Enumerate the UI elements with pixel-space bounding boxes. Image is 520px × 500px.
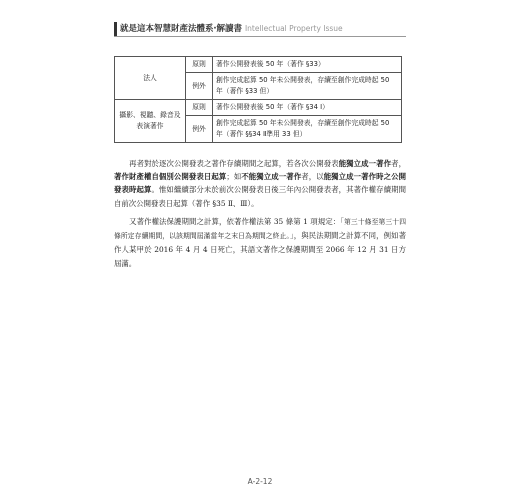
text-span: 者， bbox=[391, 159, 406, 168]
kind-cell: 例外 bbox=[186, 116, 213, 143]
body-paragraph-term-calculation bbox=[114, 215, 406, 270]
rule-cell: 著作公開發表後 50 年（著作 §34 Ⅰ） bbox=[213, 100, 402, 116]
bold-text: 能獨立成一著作時之公開發表時起算 bbox=[114, 172, 406, 195]
subject-cell: 法人 bbox=[115, 57, 186, 100]
header-divider bbox=[114, 36, 406, 37]
table-row bbox=[115, 100, 402, 116]
page-number: A-2-12 bbox=[247, 477, 273, 486]
bold-text: 著作財產權自個別公開發表日起算 bbox=[114, 172, 227, 182]
running-header-title bbox=[120, 22, 343, 34]
running-header bbox=[114, 20, 414, 42]
kind-cell: 原則 bbox=[186, 57, 213, 73]
rule-cell: 創作完成起算 50 年未公開發表，存續至創作完成時起 50 年（著作 §§34 Ⅱ準用 33 但） bbox=[213, 116, 402, 143]
subject-cell: 攝影、視聽、錄音及表演著作 bbox=[115, 100, 186, 143]
header-marker-bar bbox=[114, 22, 117, 36]
copyright-duration-table bbox=[114, 56, 402, 143]
text-span: 又著作權法保護期間之計算，依著作權法第 35 條第 1 項規定：「 bbox=[129, 217, 345, 226]
bold-text: 不能獨立成一著作 bbox=[241, 172, 302, 182]
rule-cell: 創作完成起算 50 年未公開發表，存續至創作完成時起 50 年（著作 §33 但） bbox=[213, 73, 402, 100]
table-row bbox=[115, 57, 402, 73]
text-span: 」，與民法期間之計算不同，例如著作人某甲於 2016 年 4 月 4 日死亡，其語文著作之保護期間至 2066 年 12 月 31 日方屆滿。 bbox=[114, 231, 406, 268]
rule-cell: 著作公開發表後 50 年（著作 §33） bbox=[213, 57, 402, 73]
kind-cell: 原則 bbox=[186, 100, 213, 116]
statute-quote: 第三十條至第三十四條所定存續期間，以該期間屆滿當年之末日為期間之終止。 bbox=[114, 218, 406, 241]
body-paragraph-successive-publication bbox=[114, 157, 406, 210]
bold-text: 能獨立成一著作 bbox=[338, 159, 392, 168]
header-title-zh: 就是這本智慧財產法體系‧解讀書 bbox=[120, 24, 242, 34]
header-title-en: Intellectual Property Issue bbox=[244, 24, 343, 33]
text-span: 者，以 bbox=[301, 172, 324, 182]
text-span: 。惟如繼續部分未於前次公開發表日後三年內公開發表者，其著作權存續期間自前次公開發表日起算（著作 §35 Ⅱ、Ⅲ）。 bbox=[114, 185, 406, 208]
text-span: 再者對於逐次公開發表之著作存續期間之起算，若各次公開發表 bbox=[129, 159, 339, 168]
text-span: ；如 bbox=[226, 172, 242, 182]
kind-cell: 例外 bbox=[186, 73, 213, 100]
